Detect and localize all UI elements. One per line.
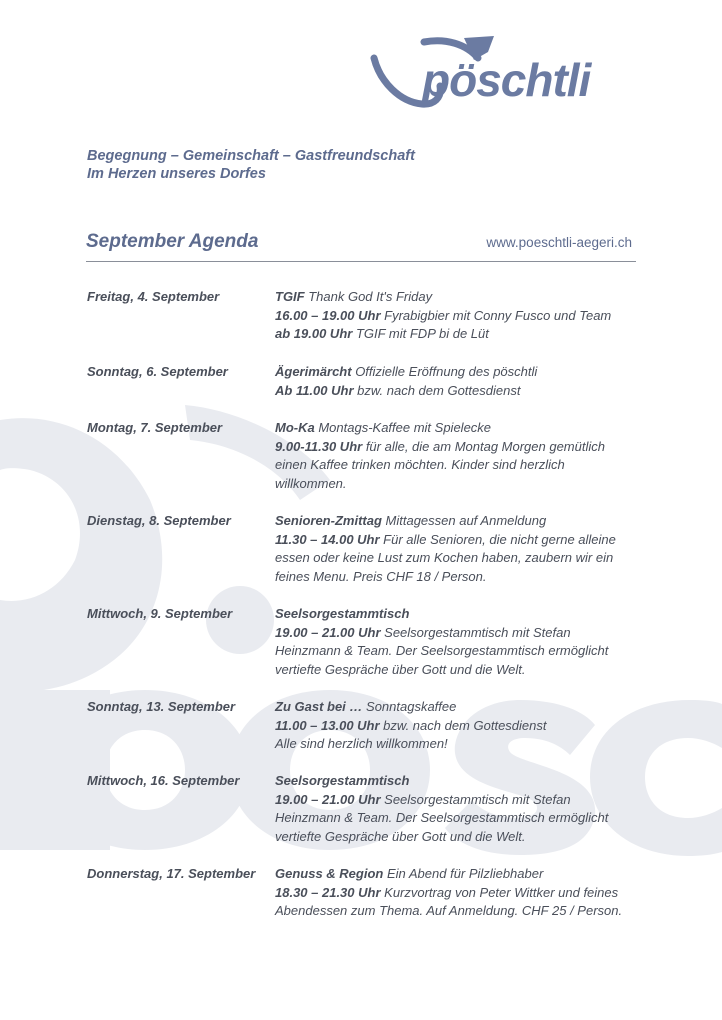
event-line: TGIF Thank God It's Friday (275, 289, 433, 304)
event-line: vertiefte Gespräche über Gott und die Welt. (275, 662, 526, 678)
event-line: Senioren-Zmittag Mittagessen auf Anmeldung (275, 513, 547, 528)
event-line: essen oder keine Lust zum Kochen haben, zaubern wir ein (275, 550, 614, 566)
event-line: vertiefte Gespräche über Gott und die Welt. (275, 829, 526, 845)
header-divider (86, 261, 636, 262)
event-description (275, 772, 647, 847)
event-line: Seelsorgestammtisch (275, 606, 410, 621)
event-date: Freitag, 4. September (87, 289, 220, 304)
event-date: Sonntag, 13. September (87, 699, 236, 714)
event-date: Mittwoch, 16. September (87, 773, 240, 788)
event-line: 18.30 – 21.30 Uhr Kurzvortrag von Peter Wittker und feines (275, 884, 619, 900)
agenda-header (86, 231, 636, 255)
tagline-line-1: Begegnung – Gemeinschaft – Gastfreundschaft (87, 148, 415, 164)
event-date: Montag, 7. September (87, 420, 223, 435)
event-line: Heinzmann & Team. Der Seelsorgestammtisch ermöglicht (275, 643, 609, 659)
event-description (275, 288, 647, 344)
event-line: 11.30 – 14.00 Uhr Für alle Senioren, die nicht gerne alleine (275, 531, 616, 547)
event-line: Heinzmann & Team. Der Seelsorgestammtisch ermöglicht (275, 810, 609, 826)
event-line: willkommen. (275, 476, 347, 492)
tagline-line-2: Im Herzen unseres Dorfes (87, 166, 266, 182)
event-line: Ab 11.00 Uhr bzw. nach dem Gottesdienst (275, 382, 521, 398)
page-title: September Agenda (86, 231, 259, 252)
event-line: Mo-Ka Montags-Kaffee mit Spielecke (275, 420, 492, 435)
event-line: 11.00 – 13.00 Uhr bzw. nach dem Gottesdienst (275, 717, 547, 733)
website-link[interactable]: www.poeschtli-aegeri.ch (486, 235, 632, 250)
event-line: Ägerimärcht Offizielle Eröffnung des pöschtli (275, 364, 538, 379)
event-description (275, 363, 647, 400)
event-date: Donnerstag, 17. September (87, 866, 256, 881)
event-description (275, 698, 647, 754)
event-date: Sonntag, 6. September (87, 364, 228, 379)
event-line: Zu Gast bei … Sonntagskaffee (275, 699, 457, 714)
tagline (87, 147, 415, 183)
event-description (275, 605, 647, 680)
event-line: 16.00 – 19.00 Uhr Fyrabigbier mit Conny Fusco und Team (275, 307, 612, 323)
event-line: 19.00 – 21.00 Uhr Seelsorgestammtisch mit Stefan (275, 624, 571, 640)
event-description (275, 865, 647, 921)
event-line: ab 19.00 Uhr TGIF mit FDP bi de Lüt (275, 326, 489, 342)
event-line: feines Menu. Preis CHF 18 / Person. (275, 569, 487, 585)
event-line: einen Kaffee trinken möchten. Kinder sind herzlich (275, 457, 565, 473)
event-line: Seelsorgestammtisch (275, 773, 410, 788)
poeschtli-logo (366, 34, 630, 118)
event-date: Mittwoch, 9. September (87, 606, 233, 621)
event-description (275, 512, 647, 587)
event-description (275, 419, 647, 494)
event-line: Genuss & Region Ein Abend für Pilzliebhaber (275, 866, 544, 881)
event-line: Alle sind herzlich willkommen! (275, 736, 448, 752)
event-line: 19.00 – 21.00 Uhr Seelsorgestammtisch mit Stefan (275, 791, 571, 807)
event-date: Dienstag, 8. September (87, 513, 231, 528)
event-line: Abendessen zum Thema. Auf Anmeldung. CHF 25 / Person. (275, 903, 623, 919)
logo-text: pöschtli (422, 54, 591, 106)
event-line: 9.00-11.30 Uhr für alle, die am Montag Morgen gemütlich (275, 438, 605, 454)
